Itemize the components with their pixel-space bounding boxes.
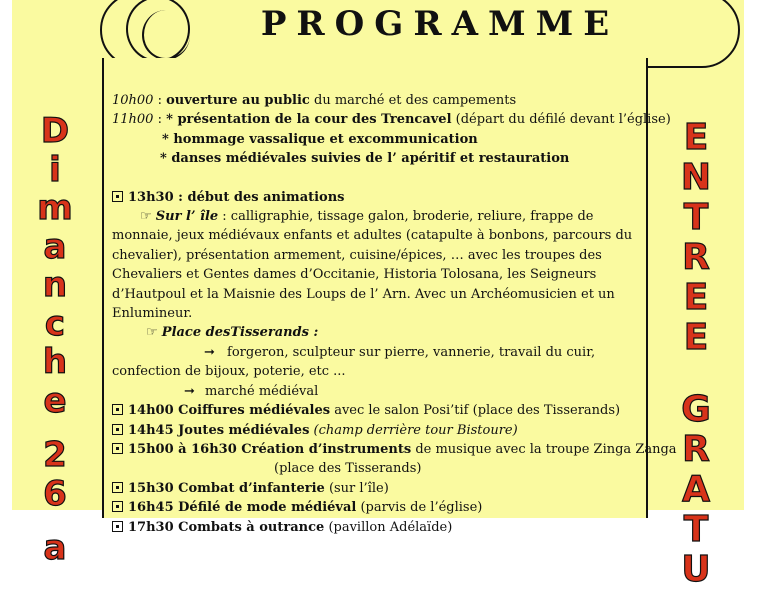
date-letter: c [44,303,66,344]
square-bullet-icon [112,501,123,512]
date-letter: m [37,188,73,228]
entry-free-vertical-text [668,118,724,590]
schedule-line: ➞ marché médiéval [184,383,319,399]
square-bullet-icon [112,404,123,415]
date-digit: 2 [43,435,67,475]
free-letter: A [682,469,710,510]
schedule-line: ☞ Place desTisserands : [146,325,319,341]
schedule-line: 11h00 : * présentation de la cour des Trencavel (départ du défilé devant l’église) [112,112,671,128]
entry-letter: E [683,277,709,318]
square-bullet-icon [112,443,123,454]
square-bullet-icon [112,482,123,493]
date-letter: D [40,111,70,151]
free-letter: U [681,549,711,590]
schedule-item: 15h30 Combat d’infanterie (sur l’île) [112,479,642,498]
square-bullet-icon [112,191,123,202]
schedule-line: 10h00 : ouverture au public du marché et des campements [112,93,517,108]
programme-content [112,91,677,537]
date-letter: i [49,149,61,190]
date-letter: n [42,265,68,305]
free-letter: G [681,389,711,430]
schedule-paragraph: ➞ forgeron, sculpteur sur pierre, vannerie, travail du cuir, confection de bijoux, poterie, etc ... [112,344,596,380]
free-letter: T [683,509,709,550]
programme-title: PROGRAMME [260,4,620,44]
schedule-paragraph: ☞ Sur l’ île : calligraphie, tissage galon, broderie, reliure, frappe de monnaie, jeux médiévaux enfants et adultes (catapulte à bonbons, parcours du chevalier), présentation armement, cuisine/épices, … avec les troupes des Chevaliers et Gentes dames d’Occitanie, Historia Tolosana, les Seigneurs d’Hautpoul et la Maisnie des Loups de l’ Arn. Avec un Archéomusicien et un Enlumineur. [112,209,633,322]
schedule-item: 17h30 Combats à outrance (pavillon Adélaïde) [112,518,642,537]
square-bullet-icon [112,424,123,435]
date-digit: 6 [43,473,67,514]
date-letter: a [43,226,67,267]
entry-letter: T [683,197,709,238]
schedule-item: 13h30 : début des animations [112,188,642,207]
pointing-hand-icon: ☞ [140,209,152,225]
entry-letter: E [683,317,709,358]
schedule-item: 14h00 Coiffures médiévales avec le salon Posi’tif (place des Tisserands) [112,401,642,420]
date-vertical-text [30,112,80,568]
schedule-line: (place des Tisserands) [274,461,422,477]
date-letter: h [42,342,68,382]
schedule-line: * danses médiévales suivies de l’ apéritif et restauration [160,151,570,167]
schedule-item: 16h45 Défilé de mode médiéval (parvis de l’église) [112,498,642,517]
arrow-icon: ➞ [204,344,215,360]
schedule-item: 14h45 Joutes médiévales (champ derrière tour Bistoure) [112,421,642,440]
square-bullet-icon [112,521,123,532]
pointing-hand-icon: ☞ [146,325,158,341]
schedule-item: 15h00 à 16h30 Création d’instruments de musique avec la troupe Zinga Zanga [112,440,642,459]
schedule-line: * hommage vassalique et excommunication [162,131,478,147]
entry-letter: R [682,237,710,278]
scroll-curl-inner-decoration [142,10,190,60]
date-letter: e [43,380,67,421]
entry-letter: E [683,117,709,158]
free-letter: R [682,429,710,470]
entry-letter: N [680,157,712,198]
date-letter: a [43,528,67,568]
arrow-icon: ➞ [184,383,195,399]
